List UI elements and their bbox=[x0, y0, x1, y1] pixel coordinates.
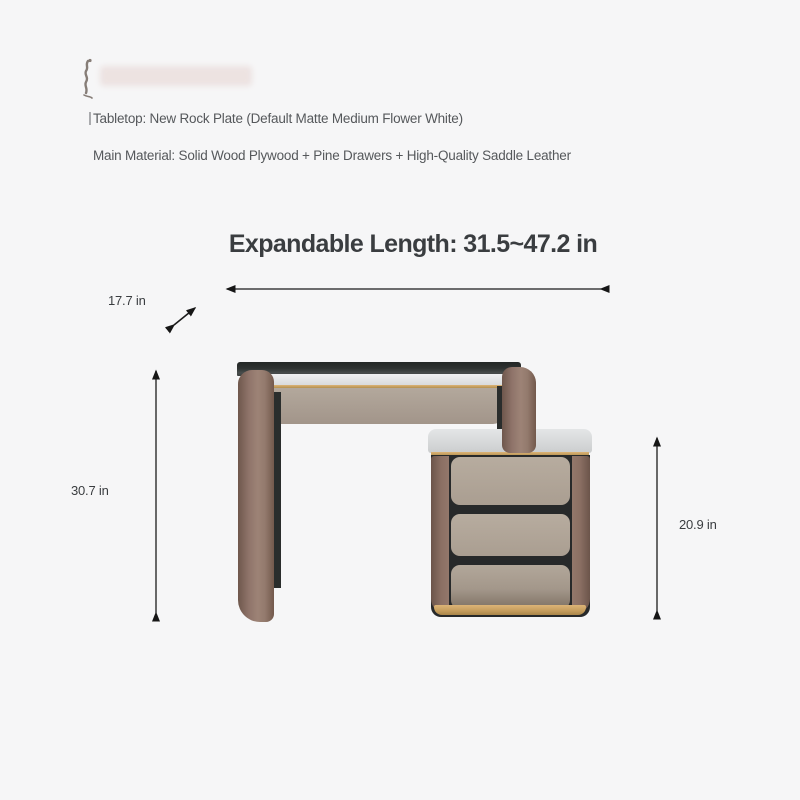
depth-diagonal-arrow bbox=[174, 308, 195, 325]
spec-material-text: Main Material: Solid Wood Plywood + Pine Drawers + High-Quality Saddle Leather bbox=[93, 148, 571, 163]
cabinet-leather-panel-right bbox=[572, 456, 590, 613]
watermark-faded-text bbox=[100, 66, 252, 86]
expandable-length-heading: Expandable Length: 31.5~47.2 in bbox=[228, 230, 598, 258]
table-leg-right bbox=[502, 367, 536, 453]
table-leg-left bbox=[238, 370, 274, 622]
watermark-logo-icon bbox=[80, 58, 96, 102]
drawer-2 bbox=[451, 514, 570, 556]
cabinet-gold-base bbox=[434, 605, 586, 615]
cabinet-body bbox=[431, 455, 590, 617]
table-apron bbox=[249, 388, 507, 424]
spec-tabletop-text: Tabletop: New Rock Plate (Default Matte Medium Flower White) bbox=[93, 111, 463, 126]
drawer-1 bbox=[451, 457, 570, 505]
cabinet-height-dimension-label: 20.9 in bbox=[679, 517, 717, 532]
drawer-3 bbox=[451, 565, 570, 609]
tabletop-stone-surface bbox=[246, 374, 506, 385]
left-back-leg bbox=[274, 392, 281, 588]
depth-dimension-label: 17.7 in bbox=[108, 293, 146, 308]
height-dimension-label: 30.7 in bbox=[71, 483, 109, 498]
cabinet-leather-panel-left bbox=[431, 456, 449, 613]
text-cursor-artifact bbox=[89, 112, 91, 125]
